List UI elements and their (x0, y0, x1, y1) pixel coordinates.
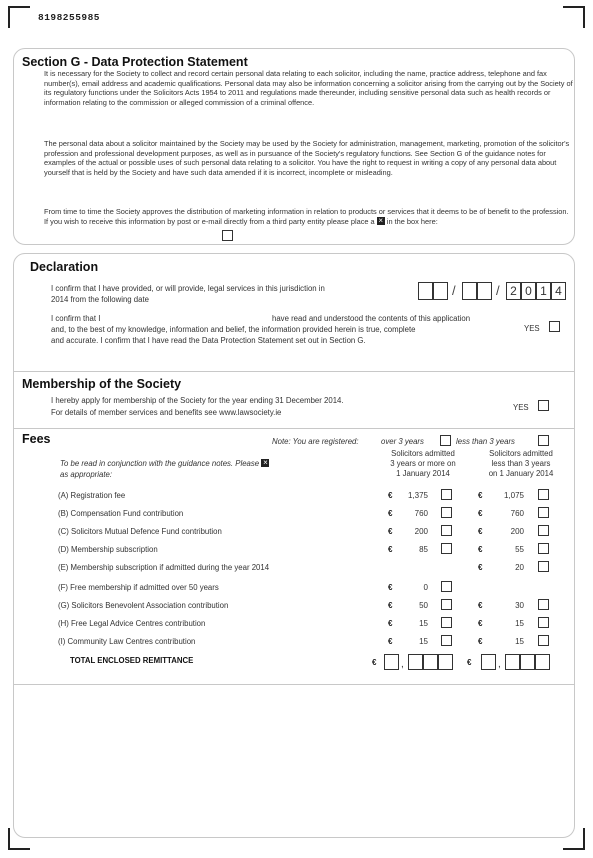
date-separator-1: / (452, 283, 456, 298)
col2-header-line-3: on 1 January 2014 (488, 469, 554, 478)
col2-amount: 55 (515, 545, 524, 554)
col1-euro-symbol: € (388, 509, 393, 518)
col1-amount: 0 (423, 583, 428, 592)
col2-checkbox[interactable] (538, 507, 549, 518)
year-digit-2-box[interactable]: 0 (521, 282, 536, 300)
col2-euro-symbol: € (478, 637, 483, 646)
col1-checkbox[interactable] (441, 489, 452, 500)
col1-euro-symbol: € (388, 491, 393, 500)
document-number: 8198255985 (38, 12, 101, 23)
col1-checkbox[interactable] (441, 581, 452, 592)
col1-amount: 85 (419, 545, 428, 554)
month-digit-2-box[interactable] (477, 282, 492, 300)
declaration-line-2b: have read and understood the contents of this application (272, 314, 471, 323)
section-g-title: Section G - Data Protection Statement (22, 55, 248, 69)
col1-header-line-2: 3 years or more on (390, 459, 456, 468)
fee-row-label: (H) Free Legal Advice Centres contribution (58, 619, 206, 628)
col1-euro-symbol: € (388, 527, 393, 536)
col2-checkbox[interactable] (538, 489, 549, 500)
declaration-yes-checkbox[interactable] (549, 321, 560, 332)
section-g-paragraph-3-end: in the box here: (386, 216, 438, 226)
fee-row-label: (E) Membership subscription if admitted during the year 2014 (58, 563, 270, 572)
col2-euro-symbol: € (478, 545, 483, 554)
declaration-title: Declaration (30, 260, 99, 274)
fee-row-label: (F) Free membership if admitted over 50 years (58, 583, 219, 592)
fee-row-label: (A) Registration fee (58, 491, 126, 500)
col1-checkbox[interactable] (441, 635, 452, 646)
declaration-yes-label: YES (524, 324, 540, 333)
col1-checkbox[interactable] (441, 525, 452, 536)
total-col1-units-box[interactable] (438, 654, 453, 670)
col2-amount: 760 (510, 509, 524, 518)
total-col2-tens-box[interactable] (520, 654, 535, 670)
section-g-paragraph-1: It is necessary for the Society to collect and record certain personal data relating to each solicitor, including the name, practice address, telephone and fax number(s), email address and academic qualifications. Personal data may also be information concerning a solicitor arising from the carrying out by the Society of its regulatory functions under the Solicitors Acts 1954 to 2011 and regulations made thereunder, including sensitive personal data such as health records or information relating to the commission or alleged commission of a criminal offence. (44, 69, 573, 107)
date-separator-2: / (496, 283, 500, 298)
fee-row-label: (D) Membership subscription (58, 545, 158, 554)
col2-header-line-2: less than 3 years (491, 459, 551, 468)
corner-mark-top-right (563, 6, 585, 28)
section-g-paragraph-2: The personal data about a solicitor maintained by the Society may be used by the Society for administration, management, marketing, promotion of the solicitor's profession and professional development purposes, as well as in pursuance of the Society's regulatory functions. See Section G of the guidance notes for examples of the actual or possible uses of such personal data relating to a solicitor. You have the right to request in writing a copy of any personal data about yourself that is held by the Society and have such data amended if it is incorrect, incomplete or misleading. (44, 139, 570, 177)
total-col2-thousands-box[interactable] (481, 654, 496, 670)
x-mark-icon (377, 217, 385, 225)
total-col1-thousands-box[interactable] (384, 654, 399, 670)
membership-line-2: For details of member services and benefits see www.lawsociety.ie (51, 408, 282, 417)
fee-row-label: (B) Compensation Fund contribution (58, 509, 184, 518)
col1-euro-symbol: € (388, 637, 393, 646)
col1-checkbox[interactable] (441, 599, 452, 610)
option-over-3-years-label: over 3 years (381, 437, 424, 446)
col1-header-line-3: 1 January 2014 (396, 469, 450, 478)
col2-euro-symbol: € (478, 527, 483, 536)
col1-amount: 760 (414, 509, 428, 518)
membership-title: Membership of the Society (22, 377, 182, 391)
fees-note: Note: You are registered: (272, 437, 359, 446)
declaration-line-2d: and accurate. I confirm that I have read the Data Protection Statement set out in Section G. (51, 336, 366, 345)
declaration-line-1b: 2014 from the following date (51, 295, 149, 304)
over-3-years-checkbox[interactable] (440, 435, 451, 446)
third-party-marketing-checkbox[interactable] (222, 230, 233, 241)
col1-euro-symbol: € (388, 601, 393, 610)
col2-checkbox[interactable] (538, 599, 549, 610)
day-digit-2-box[interactable] (433, 282, 448, 300)
col2-header-line-1: Solicitors admitted (489, 449, 553, 458)
divider (13, 684, 575, 685)
year-digit-3-box[interactable]: 1 (536, 282, 551, 300)
fee-row-label: (I) Community Law Centres contribution (58, 637, 196, 646)
fees-title: Fees (22, 432, 51, 446)
col1-amount: 15 (419, 619, 428, 628)
col1-checkbox[interactable] (441, 617, 452, 628)
col2-amount: 15 (515, 619, 524, 628)
corner-mark-top-left (8, 6, 30, 28)
membership-line-1: I hereby apply for membership of the Society for the year ending 31 December 2014. (51, 396, 344, 405)
divider (13, 428, 575, 429)
fee-row-label: (G) Solicitors Benevolent Association contribution (58, 601, 229, 610)
option-less-3-years-label: less than 3 years (456, 437, 515, 446)
declaration-line-2a: I confirm that I (51, 314, 101, 323)
col1-amount: 50 (419, 601, 428, 610)
total-col1-hundreds-box[interactable] (408, 654, 423, 670)
total-col2-hundreds-box[interactable] (505, 654, 520, 670)
day-digit-1-box[interactable] (418, 282, 433, 300)
fees-guidance-end: as appropriate: (60, 470, 113, 479)
total-col1-euro-symbol: € (372, 658, 377, 667)
col2-euro-symbol: € (478, 563, 483, 572)
col2-checkbox[interactable] (538, 543, 549, 554)
section-g-paragraph-3-text: From time to time the Society approves the distribution of marketing information in relation to products or services that it deems to be of benefit to the profession. If you wish to receive this information by post or e-mail directly from a third party entity please place a (44, 207, 569, 226)
col2-checkbox[interactable] (538, 525, 549, 536)
year-digit-4-box[interactable]: 4 (551, 282, 566, 300)
fees-guidance-text: To be read in conjunction with the guidance notes. Please (60, 459, 260, 468)
col1-header-line-1: Solicitors admitted (391, 449, 455, 458)
year-digit-1-box[interactable]: 2 (506, 282, 521, 300)
declaration-line-1: I confirm that I have provided, or will provide, legal services in this jurisdiction in (51, 284, 325, 293)
col1-checkbox[interactable] (441, 507, 452, 518)
col1-amount: 1,375 (407, 491, 428, 500)
less-3-years-checkbox[interactable] (538, 435, 549, 446)
col2-amount: 1,075 (503, 491, 524, 500)
col1-amount: 15 (419, 637, 428, 646)
fees-guidance (60, 459, 269, 468)
col1-euro-symbol: € (388, 619, 393, 628)
total-col2-units-box[interactable] (535, 654, 550, 670)
col1-euro-symbol: € (388, 545, 393, 554)
membership-yes-label: YES (513, 403, 529, 412)
total-remittance-label: TOTAL ENCLOSED REMITTANCE (70, 656, 194, 665)
section-g-paragraph-3 (44, 207, 574, 226)
col2-amount: 20 (515, 563, 524, 572)
divider (13, 371, 575, 372)
declaration-line-2c: and, to the best of my knowledge, information and belief, the information provided herein is true, complete (51, 325, 416, 334)
col1-amount: 200 (414, 527, 428, 536)
col2-amount: 15 (515, 637, 524, 646)
total-col1-comma: , (401, 659, 404, 670)
col2-euro-symbol: € (478, 619, 483, 628)
total-col2-comma: , (498, 659, 501, 670)
col2-euro-symbol: € (478, 601, 483, 610)
x-mark-icon (261, 459, 269, 467)
col1-euro-symbol: € (388, 583, 393, 592)
col1-checkbox[interactable] (441, 543, 452, 554)
col2-amount: 30 (515, 601, 524, 610)
total-col1-tens-box[interactable] (423, 654, 438, 670)
col2-checkbox[interactable] (538, 617, 549, 628)
col2-checkbox[interactable] (538, 635, 549, 646)
membership-yes-checkbox[interactable] (538, 400, 549, 411)
col2-amount: 200 (510, 527, 524, 536)
month-digit-1-box[interactable] (462, 282, 477, 300)
col2-euro-symbol: € (478, 509, 483, 518)
total-col2-euro-symbol: € (467, 658, 472, 667)
col2-euro-symbol: € (478, 491, 483, 500)
fee-row-label: (C) Solicitors Mutual Defence Fund contribution (58, 527, 222, 536)
col2-checkbox[interactable] (538, 561, 549, 572)
